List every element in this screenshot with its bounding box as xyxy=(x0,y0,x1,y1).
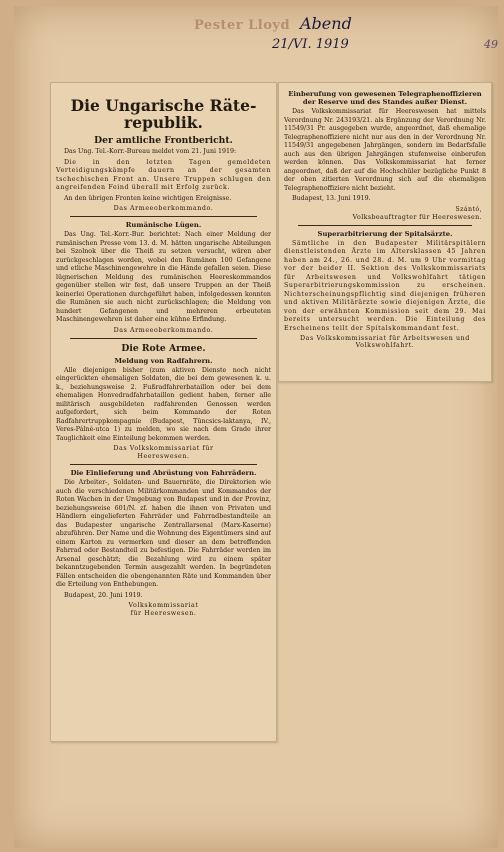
right-clipping xyxy=(278,82,492,382)
fahrraeder-title: Die Einlieferung und Abrüstung von Fahrrädern. xyxy=(70,469,257,477)
fahrraeder-para: Die Arbeiter-, Soldaten- und Bauernräte, die Direktorien wie auch die verschiedenen Militärkommanden und Kommandos der Roten Wachen in der Umgebung von Budapest und in der Provinz, beziehungsweise 601/N. zf. haben die ihnen von Privaten und Händlern eingelieferten Fahrräder und Fahrradbestandteile an das Budapester ungarische Zentrallarsenal (Marx-Kaserne) abzuführen. Der Name und die Wohnung des Eigentümers sind auf einem Karton zu vermerken und dieser an dem betreffenden Fahrrad oder Bestandteil zu befestigen. Die Fahrräder werden im Arsenal geschätzt; die Bezahlung wird zu einem später bekanntzugebenden Termin ausgezahlt werden. In begründeten Fällen entscheiden die obengenannten Räte und Kommanden über die Erteilung von Enthebungen. xyxy=(56,479,271,588)
luegen-para: Das Ung. Tel.-Korr.-Bur. berichtet: Nach einer Meldung der rumänischen Presse vom 13. d. M. hätten ungarische Abteilungen bei Szolnok über die Theiß zu setzen versucht, wären aber zurückgeschlagen worden, wobei den Rumänen 100 Gefangene und etliche Maschinengewehre in die Hände gefallen seien. Diese lügnerischen Meldung des rumänischen Heereskommandos gegenüber stellen wir fest, daß unsere Truppen an der Theiß keinerlei Operationen durchgeführt haben, infolgedessen konnten die Rumänen sie auch nicht zurückschlagen; die Meldung von hundert Gefangenen und mehreren erbeuteten Maschinengewehren ist daher eine kühne Erfindung. xyxy=(56,231,271,323)
newspaper-stamp: Pester Lloyd xyxy=(194,18,291,33)
divider xyxy=(70,464,257,465)
handwritten-corner-number: 49 xyxy=(484,38,498,51)
luegen-title: Rumänische Lügen. xyxy=(125,221,202,229)
main-headline: Die Ungarische Räterepublik. xyxy=(70,96,257,132)
radfahrer-para: Alle diejenigen bisher (zum aktiven Dienste noch nicht eingerückten ehemaligen Soldaten, die bei dem gewesenen k. u. k., beziehungsweise 2. Fußradfahrerbataillon oder bei dem ehemaligen Honvedradfahrbataillon gedient haben, ferner alle militärisch ausgebildeten radfahrenden Genossen werden aufgefordert, sich beim Kommando der Roten Radfahrertruppkompagnie (Budapest, Tüncsics-laktanya, IV., Veres-Pálné-utca 1) zu melden, wo sie nach dem Grade ihrer Tauglichkeit eine Einteilung bekommen werden. xyxy=(56,366,271,442)
radfahrer-signature-1: Das Volkskommissariat für xyxy=(113,445,214,452)
divider xyxy=(70,216,257,217)
einberufung-date: Budapest, 13. Juni 1919. xyxy=(292,195,371,202)
handwritten-date: 21/VI. 1919 xyxy=(272,37,349,52)
divider xyxy=(70,338,257,339)
frontbericht-para-1: Das Ung. Tel.-Korr.-Bureau meldet vom 21. Juni 1919: xyxy=(64,148,237,155)
radfahrer-signature-2: Heereswesen. xyxy=(137,453,190,460)
divider xyxy=(298,225,472,226)
frontbericht-signature: Das Armeeoberkommando. xyxy=(113,205,214,212)
spital-signature: Das Volkskommissariat für Arbeitswesen und Volkswohlfahrt. xyxy=(300,335,470,349)
fahrraeder-signature-2: für Heereswesen. xyxy=(130,610,197,617)
frontbericht-para-2: Die in den letzten Tagen gemeldeten Verteidigungskämpfe dauern an der gesamten tschechischen Front an. Unsere Truppen schlugen den angreifenden Feind überall mit Erfolg zurück. xyxy=(56,158,271,191)
radfahrer-title: Meldung von Radfahrern. xyxy=(114,356,213,365)
einberufung-para: Das Volkskommissariat für Heereswesen hat mittels Verordnung Nr. 243193/21. als Ergänzung der Verordnung Nr. 11549/31 Pr. ausgegeben wurde, angeordnet, daß ehemalige Telegraphenoffiziere nicht nur aus den in der Verordnung Nr. 11549/31 angegebenen Jahrgängen, sondern im Bedarfsfalle auch aus den übrigen Jahrgängen stufenweise einberufen werden können. Das Volkskommissariat hat ferner angeordnet, daß der auf die Hochschüler bezügliche Punkt 8 der oben zitierten Verordnung sich auf die ehemaligen Telegraphenoffiziere nicht bezieht. xyxy=(284,108,486,192)
einberufung-title: Einberufung von gewesenen Telegraphenoffizieren der Reserve und des Standes außer Dienst. xyxy=(288,90,482,106)
frontbericht-para-3: An den übrigen Fronten keine wichtigen Ereignisse. xyxy=(64,194,232,202)
einberufung-signature-2: Volksbeauftragter für Heereswesen. xyxy=(352,213,482,221)
fahrraeder-date: Budapest, 20. Juni 1919. xyxy=(64,591,143,599)
left-clipping xyxy=(50,82,277,742)
luegen-signature: Das Armeeoberkommando. xyxy=(113,326,214,334)
frontbericht-title: Der amtliche Frontbericht. xyxy=(94,135,233,146)
einberufung-signature-1: Szántó, xyxy=(455,205,482,213)
fahrraeder-signature-1: Volkskommissariat xyxy=(128,602,199,609)
spital-title: Superarbitrierung der Spitalsärzte. xyxy=(317,229,453,238)
spital-para: Sämtliche in den Budapester Militärspitälern dienstleistenden Ärzte im Altersklassen 45 Jahren haben am 24., 26. und 28. d. M. um 9 Uhr vormittag vor der beider II. Sektion des Volkskommissariats für Arbeitswesen und Volkswohlfahrt tätigen Superarbitrierungskommission zu erscheinen. Nichterscheinungspflichtig sind diejenigen früheren und aktiven Militärärzte sowie diejenigen Ärzte, die von der erwähnten Kommission seit dem 29. Mai bereits untersucht werden. Die Einteilung des Erscheinens teilt der Spitalskommandant fest. xyxy=(284,239,486,332)
handwritten-note: Abend xyxy=(300,14,352,33)
rote-armee-title: Die Rote Armee. xyxy=(121,342,206,354)
